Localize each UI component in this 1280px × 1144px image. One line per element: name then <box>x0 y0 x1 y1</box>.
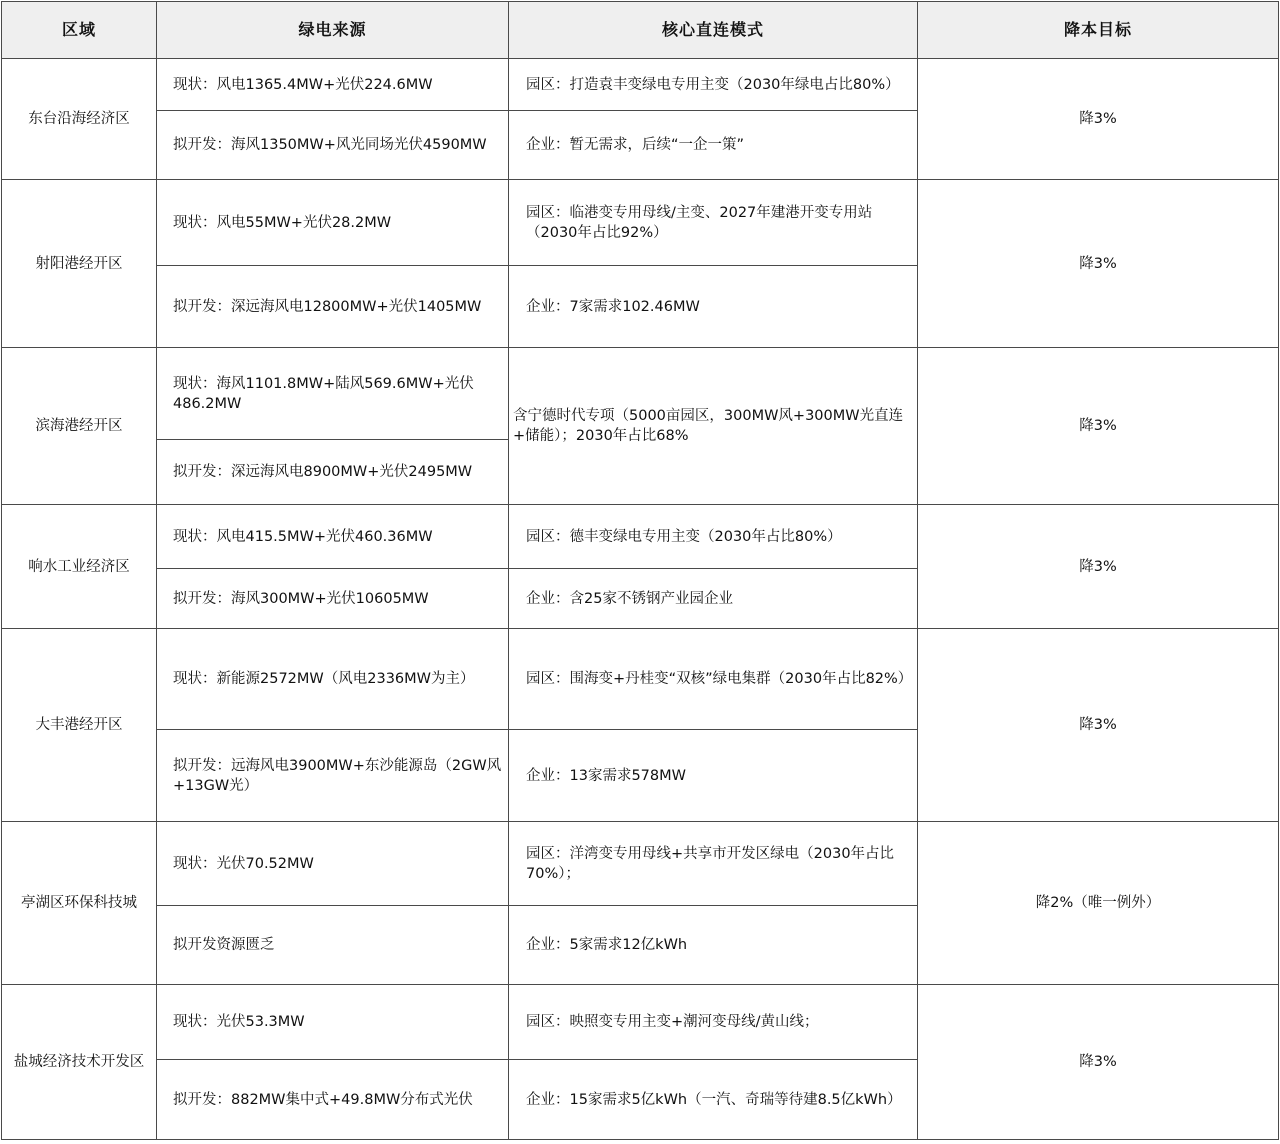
region-cell: 射阳港经开区 <box>2 180 157 348</box>
target-cell: 降3% <box>918 629 1279 822</box>
target-cell: 降3% <box>918 59 1279 180</box>
planned-source-cell: 拟开发：882MW集中式+49.8MW分布式光伏 <box>157 1060 509 1140</box>
combined-mode-cell: 含宁德时代专项（5000亩园区，300MW风+300MW光直连+储能）；2030年占比68% <box>509 348 918 505</box>
park-mode-cell: 园区：临港变专用母线/主变、2027年建港开变专用站（2030年占比92%） <box>509 180 918 266</box>
enterprise-mode-cell: 企业：暂无需求，后续“一企一策” <box>509 111 918 180</box>
table-row <box>2 985 1279 1060</box>
header-region: 区域 <box>2 2 157 59</box>
target-cell: 降3% <box>918 180 1279 348</box>
table-row <box>2 59 1279 111</box>
enterprise-mode-cell: 企业：15家需求5亿kWh（一汽、奇瑞等待建8.5亿kWh） <box>509 1060 918 1140</box>
table-row <box>2 822 1279 906</box>
park-mode-cell: 园区：映照变专用主变+潮河变母线/黄山线； <box>509 985 918 1060</box>
planned-source-cell: 拟开发：深远海风电8900MW+光伏2495MW <box>157 440 509 505</box>
target-cell: 降2%（唯一例外） <box>918 822 1279 985</box>
region-cell: 亭湖区环保科技城 <box>2 822 157 985</box>
current-source-cell: 现状：风电415.5MW+光伏460.36MW <box>157 505 509 569</box>
current-source-cell: 现状：风电55MW+光伏28.2MW <box>157 180 509 266</box>
planned-source-cell: 拟开发：深远海风电12800MW+光伏1405MW <box>157 266 509 348</box>
table-row <box>2 505 1279 569</box>
table-row <box>2 348 1279 440</box>
planned-source-cell: 拟开发：海风1350MW+风光同场光伏4590MW <box>157 111 509 180</box>
table-row <box>2 629 1279 730</box>
current-source-cell: 现状：新能源2572MW（风电2336MW为主） <box>157 629 509 730</box>
header-row <box>2 2 1279 59</box>
planned-source-cell: 拟开发资源匮乏 <box>157 906 509 985</box>
enterprise-mode-cell: 企业：含25家不锈钢产业园企业 <box>509 569 918 629</box>
header-target: 降本目标 <box>918 2 1279 59</box>
header-source: 绿电来源 <box>157 2 509 59</box>
current-source-cell: 现状：光伏70.52MW <box>157 822 509 906</box>
enterprise-mode-cell: 企业：7家需求102.46MW <box>509 266 918 348</box>
park-mode-cell: 园区：洋湾变专用母线+共享市开发区绿电（2030年占比70%）； <box>509 822 918 906</box>
current-source-cell: 现状：海风1101.8MW+陆风569.6MW+光伏486.2MW <box>157 348 509 440</box>
region-cell: 响水工业经济区 <box>2 505 157 629</box>
header-mode: 核心直连模式 <box>509 2 918 59</box>
green-power-table <box>1 1 1279 1140</box>
park-mode-cell: 园区：德丰变绿电专用主变（2030年占比80%） <box>509 505 918 569</box>
planned-source-cell: 拟开发：远海风电3900MW+东沙能源岛（2GW风+13GW光） <box>157 730 509 822</box>
region-cell: 大丰港经开区 <box>2 629 157 822</box>
region-cell: 滨海港经开区 <box>2 348 157 505</box>
planned-source-cell: 拟开发：海风300MW+光伏10605MW <box>157 569 509 629</box>
region-cell: 盐城经济技术开发区 <box>2 985 157 1140</box>
current-source-cell: 现状：光伏53.3MW <box>157 985 509 1060</box>
region-cell: 东台沿海经济区 <box>2 59 157 180</box>
target-cell: 降3% <box>918 348 1279 505</box>
target-cell: 降3% <box>918 985 1279 1140</box>
enterprise-mode-cell: 企业：5家需求12亿kWh <box>509 906 918 985</box>
park-mode-cell: 园区：打造袁丰变绿电专用主变（2030年绿电占比80%） <box>509 59 918 111</box>
current-source-cell: 现状：风电1365.4MW+光伏224.6MW <box>157 59 509 111</box>
target-cell: 降3% <box>918 505 1279 629</box>
park-mode-cell: 园区：围海变+丹桂变“双核”绿电集群（2030年占比82%） <box>509 629 918 730</box>
enterprise-mode-cell: 企业：13家需求578MW <box>509 730 918 822</box>
table-row <box>2 180 1279 266</box>
